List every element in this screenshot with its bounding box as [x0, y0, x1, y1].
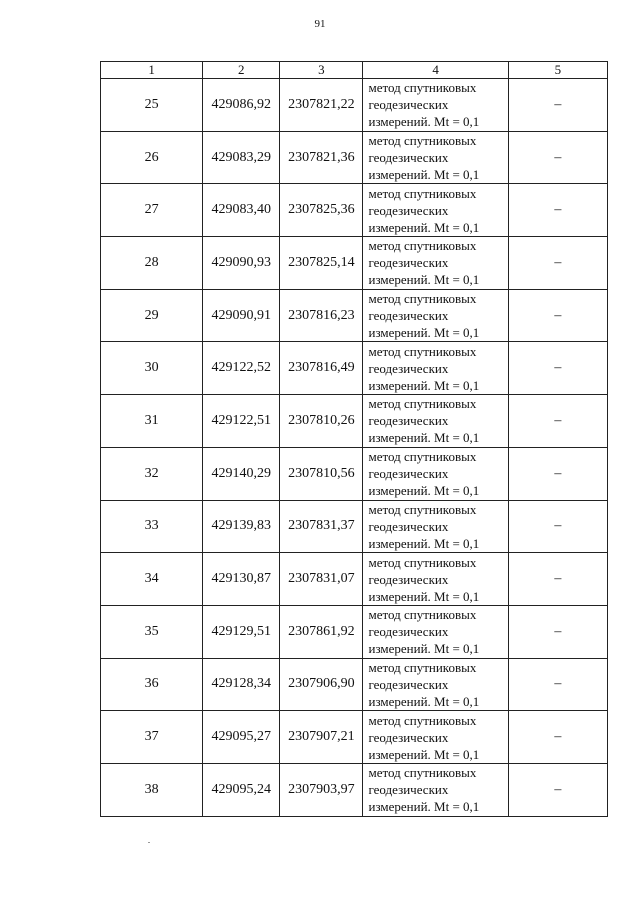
method-line: метод спутниковых: [368, 396, 477, 412]
method-line: измерений. Mt = 0,1: [368, 483, 480, 499]
method-line: метод спутниковых: [368, 185, 477, 201]
method-cell: [363, 711, 508, 764]
method-line: измерений. Mt = 0,1: [368, 693, 480, 709]
header-cell-y: 3: [280, 62, 363, 79]
y-coordinate-cell: 2307810,26: [280, 395, 363, 448]
point-number-cell: 34: [101, 553, 203, 606]
method-cell: [363, 553, 508, 606]
point-number-cell: 38: [101, 763, 203, 816]
header-cell-method: 4: [363, 62, 508, 79]
y-coordinate-cell: 2307825,14: [280, 237, 363, 290]
note-cell: –: [508, 763, 607, 816]
x-coordinate-cell: 429122,52: [203, 342, 280, 395]
header-cell-note: 5: [508, 62, 607, 79]
method-line: измерений. Mt = 0,1: [368, 588, 480, 604]
method-line: метод спутниковых: [368, 765, 477, 781]
method-cell: [363, 79, 508, 132]
y-coordinate-cell: 2307906,90: [280, 658, 363, 711]
point-number-cell: 31: [101, 395, 203, 448]
table-row: [101, 395, 608, 448]
method-line: метод спутниковых: [368, 133, 477, 149]
y-coordinate-cell: 2307821,36: [280, 131, 363, 184]
y-coordinate-cell: 2307821,22: [280, 79, 363, 132]
y-coordinate-cell: 2307831,37: [280, 500, 363, 553]
method-line: измерений. Mt = 0,1: [368, 114, 480, 130]
method-line: геодезических: [368, 518, 449, 534]
y-coordinate-cell: 2307907,21: [280, 711, 363, 764]
point-number-cell: 25: [101, 79, 203, 132]
method-cell: [363, 289, 508, 342]
table-body: [101, 79, 608, 817]
method-line: геодезических: [368, 413, 449, 429]
method-line: геодезических: [368, 571, 449, 587]
method-line: геодезических: [368, 729, 449, 745]
method-line: измерений. Mt = 0,1: [368, 746, 480, 762]
point-number-cell: 36: [101, 658, 203, 711]
method-line: геодезических: [368, 97, 449, 113]
y-coordinate-cell: 2307903,97: [280, 763, 363, 816]
header-cell-x: 2: [203, 62, 280, 79]
x-coordinate-cell: 429128,34: [203, 658, 280, 711]
note-cell: –: [508, 658, 607, 711]
x-coordinate-cell: 429086,92: [203, 79, 280, 132]
x-coordinate-cell: 429122,51: [203, 395, 280, 448]
point-number-cell: 30: [101, 342, 203, 395]
table-row: [101, 447, 608, 500]
method-cell: [363, 131, 508, 184]
method-line: метод спутниковых: [368, 659, 477, 675]
note-cell: –: [508, 395, 607, 448]
x-coordinate-cell: 429083,40: [203, 184, 280, 237]
table-header-row: [101, 62, 608, 79]
note-cell: –: [508, 553, 607, 606]
method-line: геодезических: [368, 360, 449, 376]
y-coordinate-cell: 2307816,49: [280, 342, 363, 395]
coordinates-table: [100, 61, 608, 817]
method-line: геодезических: [368, 202, 449, 218]
method-cell: [363, 184, 508, 237]
method-cell: [363, 605, 508, 658]
table-row: [101, 131, 608, 184]
note-cell: –: [508, 711, 607, 764]
method-line: геодезических: [368, 150, 449, 166]
method-line: измерений. Mt = 0,1: [368, 535, 480, 551]
table-row: [101, 553, 608, 606]
method-line: геодезических: [368, 255, 449, 271]
method-line: метод спутниковых: [368, 238, 477, 254]
method-line: метод спутниковых: [368, 554, 477, 570]
point-number-cell: 33: [101, 500, 203, 553]
note-cell: –: [508, 79, 607, 132]
method-cell: [363, 763, 508, 816]
method-line: геодезических: [368, 782, 449, 798]
method-line: измерений. Mt = 0,1: [368, 167, 480, 183]
y-coordinate-cell: 2307861,92: [280, 605, 363, 658]
method-line: измерений. Mt = 0,1: [368, 325, 480, 341]
method-line: метод спутниковых: [368, 343, 477, 359]
table-row: [101, 500, 608, 553]
method-line: метод спутниковых: [368, 80, 477, 96]
point-number-cell: 29: [101, 289, 203, 342]
point-number-cell: 37: [101, 711, 203, 764]
method-cell: [363, 237, 508, 290]
method-line: измерений. Mt = 0,1: [368, 641, 480, 657]
note-cell: –: [508, 237, 607, 290]
table-row: [101, 79, 608, 132]
header-cell-point-number: 1: [101, 62, 203, 79]
method-line: метод спутниковых: [368, 291, 477, 307]
table-row: [101, 605, 608, 658]
method-line: геодезических: [368, 466, 449, 482]
x-coordinate-cell: 429090,93: [203, 237, 280, 290]
table-row: [101, 763, 608, 816]
scan-speck: [148, 842, 150, 843]
note-cell: –: [508, 289, 607, 342]
point-number-cell: 28: [101, 237, 203, 290]
method-line: метод спутниковых: [368, 607, 477, 623]
method-line: геодезических: [368, 676, 449, 692]
table-row: [101, 237, 608, 290]
note-cell: –: [508, 605, 607, 658]
note-cell: –: [508, 500, 607, 553]
x-coordinate-cell: 429095,27: [203, 711, 280, 764]
note-cell: –: [508, 447, 607, 500]
point-number-cell: 32: [101, 447, 203, 500]
x-coordinate-cell: 429129,51: [203, 605, 280, 658]
method-line: метод спутниковых: [368, 449, 477, 465]
note-cell: –: [508, 184, 607, 237]
method-cell: [363, 500, 508, 553]
x-coordinate-cell: 429140,29: [203, 447, 280, 500]
method-line: измерений. Mt = 0,1: [368, 799, 480, 815]
y-coordinate-cell: 2307825,36: [280, 184, 363, 237]
x-coordinate-cell: 429095,24: [203, 763, 280, 816]
method-cell: [363, 658, 508, 711]
x-coordinate-cell: 429139,83: [203, 500, 280, 553]
x-coordinate-cell: 429083,29: [203, 131, 280, 184]
method-line: измерений. Mt = 0,1: [368, 272, 480, 288]
page-number: 91: [314, 18, 326, 30]
method-line: измерений. Mt = 0,1: [368, 430, 480, 446]
x-coordinate-cell: 429090,91: [203, 289, 280, 342]
table-row: [101, 184, 608, 237]
method-line: метод спутниковых: [368, 712, 477, 728]
table-row: [101, 289, 608, 342]
note-cell: –: [508, 131, 607, 184]
method-line: метод спутниковых: [368, 501, 477, 517]
table-row: [101, 711, 608, 764]
point-number-cell: 35: [101, 605, 203, 658]
point-number-cell: 27: [101, 184, 203, 237]
method-cell: [363, 342, 508, 395]
note-cell: –: [508, 342, 607, 395]
point-number-cell: 26: [101, 131, 203, 184]
y-coordinate-cell: 2307816,23: [280, 289, 363, 342]
table-row: [101, 342, 608, 395]
table-row: [101, 658, 608, 711]
method-line: измерений. Mt = 0,1: [368, 219, 480, 235]
method-line: геодезических: [368, 624, 449, 640]
y-coordinate-cell: 2307810,56: [280, 447, 363, 500]
method-cell: [363, 395, 508, 448]
method-cell: [363, 447, 508, 500]
y-coordinate-cell: 2307831,07: [280, 553, 363, 606]
method-line: измерений. Mt = 0,1: [368, 377, 480, 393]
x-coordinate-cell: 429130,87: [203, 553, 280, 606]
method-line: геодезических: [368, 308, 449, 324]
